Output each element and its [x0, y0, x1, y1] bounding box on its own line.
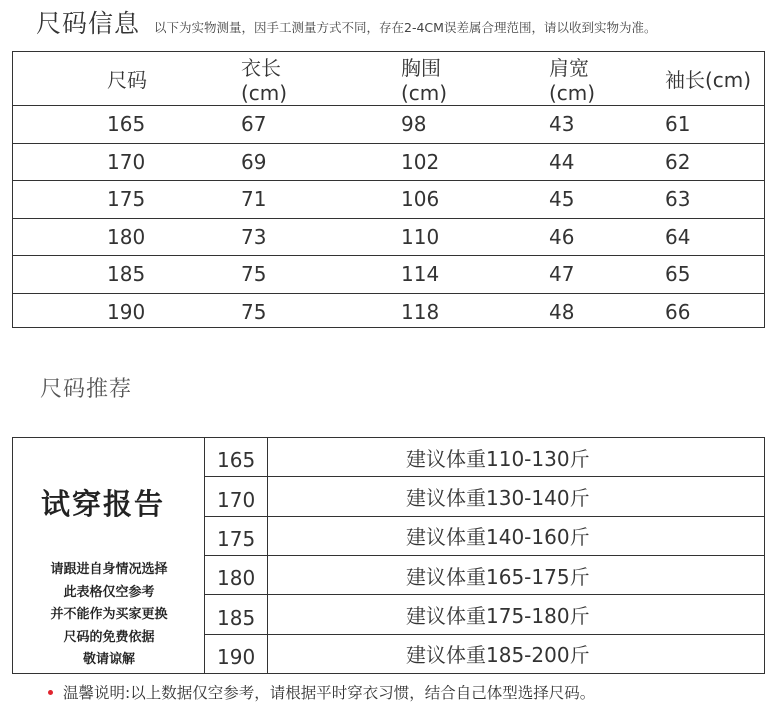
table-cell: 102: [401, 149, 440, 174]
recommendation-weight: 建议体重140-160斤: [406, 525, 590, 550]
recommendation-weight: 建议体重165-175斤: [406, 564, 590, 589]
report-title: 试穿报告: [41, 487, 166, 521]
table-row: [13, 144, 764, 182]
header: [36, 4, 656, 40]
page-subtitle: 以下为实物测量，因手工测量方式不同，存在2-4CM误差属合理范围，请以收到实物为准。: [154, 20, 657, 35]
recommendation-rows: [205, 438, 764, 673]
table-row: [13, 256, 764, 294]
size-table: [12, 51, 765, 328]
recommendation-row: [205, 595, 764, 634]
table-cell: 75: [241, 300, 267, 325]
recommendation-size: 165: [205, 438, 268, 476]
table-cell: 47: [549, 262, 575, 287]
table-cell: 114: [401, 262, 440, 287]
table-cell: 45: [549, 187, 575, 212]
report-note: 并不能作为买家更换: [50, 607, 168, 622]
table-cell: 46: [549, 224, 575, 249]
table-cell: 63: [665, 187, 691, 212]
bullet-dot-icon: [48, 690, 53, 695]
recommendation-row: [205, 635, 764, 673]
table-cell: 61: [665, 112, 691, 137]
table-row: [13, 106, 764, 144]
table-cell: 67: [241, 112, 267, 137]
footer-note-text: 温馨说明:以上数据仅空参考，请根据平时穿衣习惯，结合自己体型选择尺码。: [63, 684, 596, 702]
report-notes: [13, 559, 205, 672]
table-cell: 190: [107, 300, 146, 325]
column-header: 肩宽(cm): [549, 56, 596, 105]
table-cell: 71: [241, 187, 267, 212]
recommendation-heading: 尺码推荐: [40, 377, 133, 402]
table-cell: 75: [241, 262, 267, 287]
table-cell: 110: [401, 224, 440, 249]
report-note: 此表格仅空参考: [63, 584, 155, 600]
table-cell: 64: [665, 224, 691, 249]
recommendation-size: 185: [205, 595, 268, 633]
table-cell: 170: [107, 149, 146, 174]
recommendation-weight: 建议体重130-140斤: [406, 485, 590, 510]
table-cell: 65: [665, 262, 691, 287]
recommendation-weight: 建议体重110-130斤: [406, 446, 590, 471]
column-header: 尺码: [107, 68, 147, 92]
table-cell: 98: [401, 112, 427, 137]
size-table-header: [13, 52, 764, 106]
recommendation-size: 180: [205, 556, 268, 594]
table-cell: 180: [107, 224, 146, 249]
table-cell: 106: [401, 187, 440, 212]
footer-note: [48, 681, 595, 703]
table-cell: 62: [665, 149, 691, 174]
table-cell: 118: [401, 300, 440, 325]
table-cell: 69: [241, 149, 267, 174]
report-note: 请跟进自身情况选择: [50, 562, 168, 577]
table-row: [13, 294, 764, 332]
table-cell: 73: [241, 224, 267, 249]
recommendation-size: 190: [205, 635, 268, 673]
column-header: 衣长(cm): [241, 56, 288, 105]
recommendation-row: [205, 556, 764, 595]
recommendation-table: [12, 437, 765, 674]
recommendation-row: [205, 517, 764, 556]
report-note: 敬请谅解: [82, 652, 135, 667]
recommendation-weight: 建议体重185-200斤: [406, 643, 590, 668]
table-row: [13, 181, 764, 219]
table-cell: 66: [665, 300, 691, 325]
table-cell: 44: [549, 149, 575, 174]
table-cell: 185: [107, 262, 146, 287]
column-header: 胸围(cm): [401, 56, 448, 105]
table-cell: 48: [549, 300, 575, 325]
recommendation-row: [205, 438, 764, 477]
table-cell: 43: [549, 112, 575, 137]
report-note: 尺码的免费依据: [63, 629, 155, 645]
table-row: [13, 219, 764, 257]
recommendation-size: 175: [205, 517, 268, 555]
recommendation-size: 170: [205, 477, 268, 515]
recommendation-weight: 建议体重175-180斤: [406, 603, 590, 628]
table-cell: 165: [107, 112, 146, 137]
column-header: 袖长(cm): [665, 68, 752, 92]
fitting-report-panel: [13, 438, 205, 673]
page-title: 尺码信息: [36, 9, 141, 38]
table-cell: 175: [107, 187, 146, 212]
recommendation-row: [205, 477, 764, 516]
